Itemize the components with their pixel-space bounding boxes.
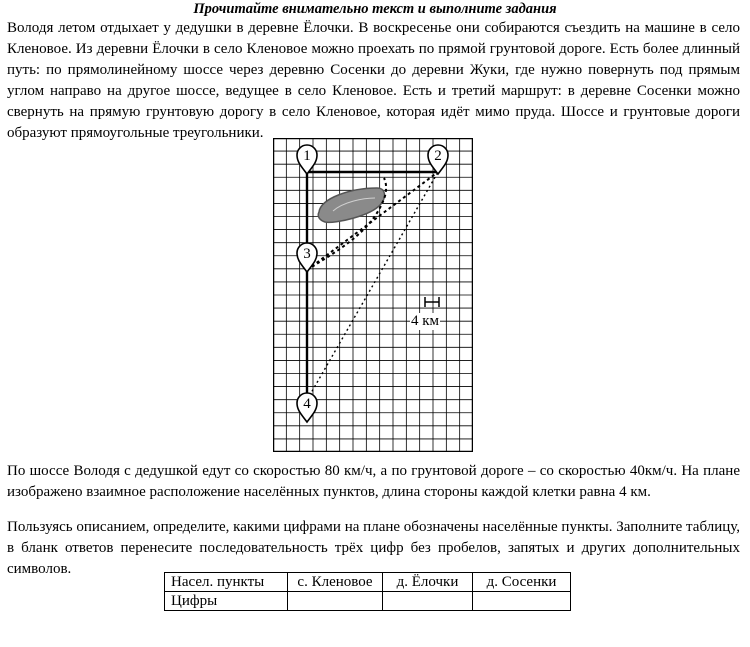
row-label: Цифры xyxy=(165,592,288,611)
speed-info: По шоссе Володя с дедушкой едут со скоростью 80 км/ч, а по грунтовой дороге – со скоростью 40км/ч. На плане изображено взаимное расположение населённых пунктов, длина стороны каждой клетки равна 4 км. xyxy=(7,463,740,500)
task-description: Володя летом отдыхает у дедушки в деревне Ёлочки. В воскресенье они собираются съездить на машине в село Кленовое. Из деревни Ёлочки в село Кленовое можно проехать по прямой грунтовой дороге. Есть более длинный путь: по прямолинейному шоссе через деревню Сосенки до деревни Жуки, где нужно повернуть под прямым углом направо на другое шоссе, ведущее в село Кленовое. Есть и третий маршрут: в деревне Сосенки можно свернуть на прямую грунтовую дорогу в село Кленовое, которая идёт мимо пруда. Шоссе и грунтовые дороги образуют прямоугольные треугольники. xyxy=(7,20,740,141)
header-cell: Насел. пункты xyxy=(165,573,288,592)
scale-label: 4 км xyxy=(411,313,440,329)
answer-cell[interactable] xyxy=(473,592,571,611)
village-markers xyxy=(297,145,448,422)
header-cell: д. Сосенки xyxy=(473,573,571,592)
village-plan-map xyxy=(273,138,473,452)
header-cell: с. Кленовое xyxy=(288,573,383,592)
page-title: Прочитайте внимательно текст и выполните задания xyxy=(193,1,557,17)
marker-label: 4 xyxy=(303,396,311,412)
marker-label: 3 xyxy=(303,246,311,262)
table-header-row xyxy=(165,573,571,592)
instructions: Пользуясь описанием, определите, какими цифрами на плане обозначены населённые пункты. Заполните таблицу, в бланк ответов перенесите последовательность трёх цифр без пробелов, запятых и других дополнительных символов. xyxy=(7,519,740,577)
answer-cell[interactable] xyxy=(288,592,383,611)
answer-cell[interactable] xyxy=(383,592,473,611)
marker-label: 2 xyxy=(434,148,442,164)
answer-table xyxy=(164,572,571,611)
table-row xyxy=(165,592,571,611)
header-cell: д. Ёлочки xyxy=(383,573,473,592)
marker-label: 1 xyxy=(303,148,311,164)
scale-bar xyxy=(425,297,439,307)
village-marker-2 xyxy=(428,145,448,174)
